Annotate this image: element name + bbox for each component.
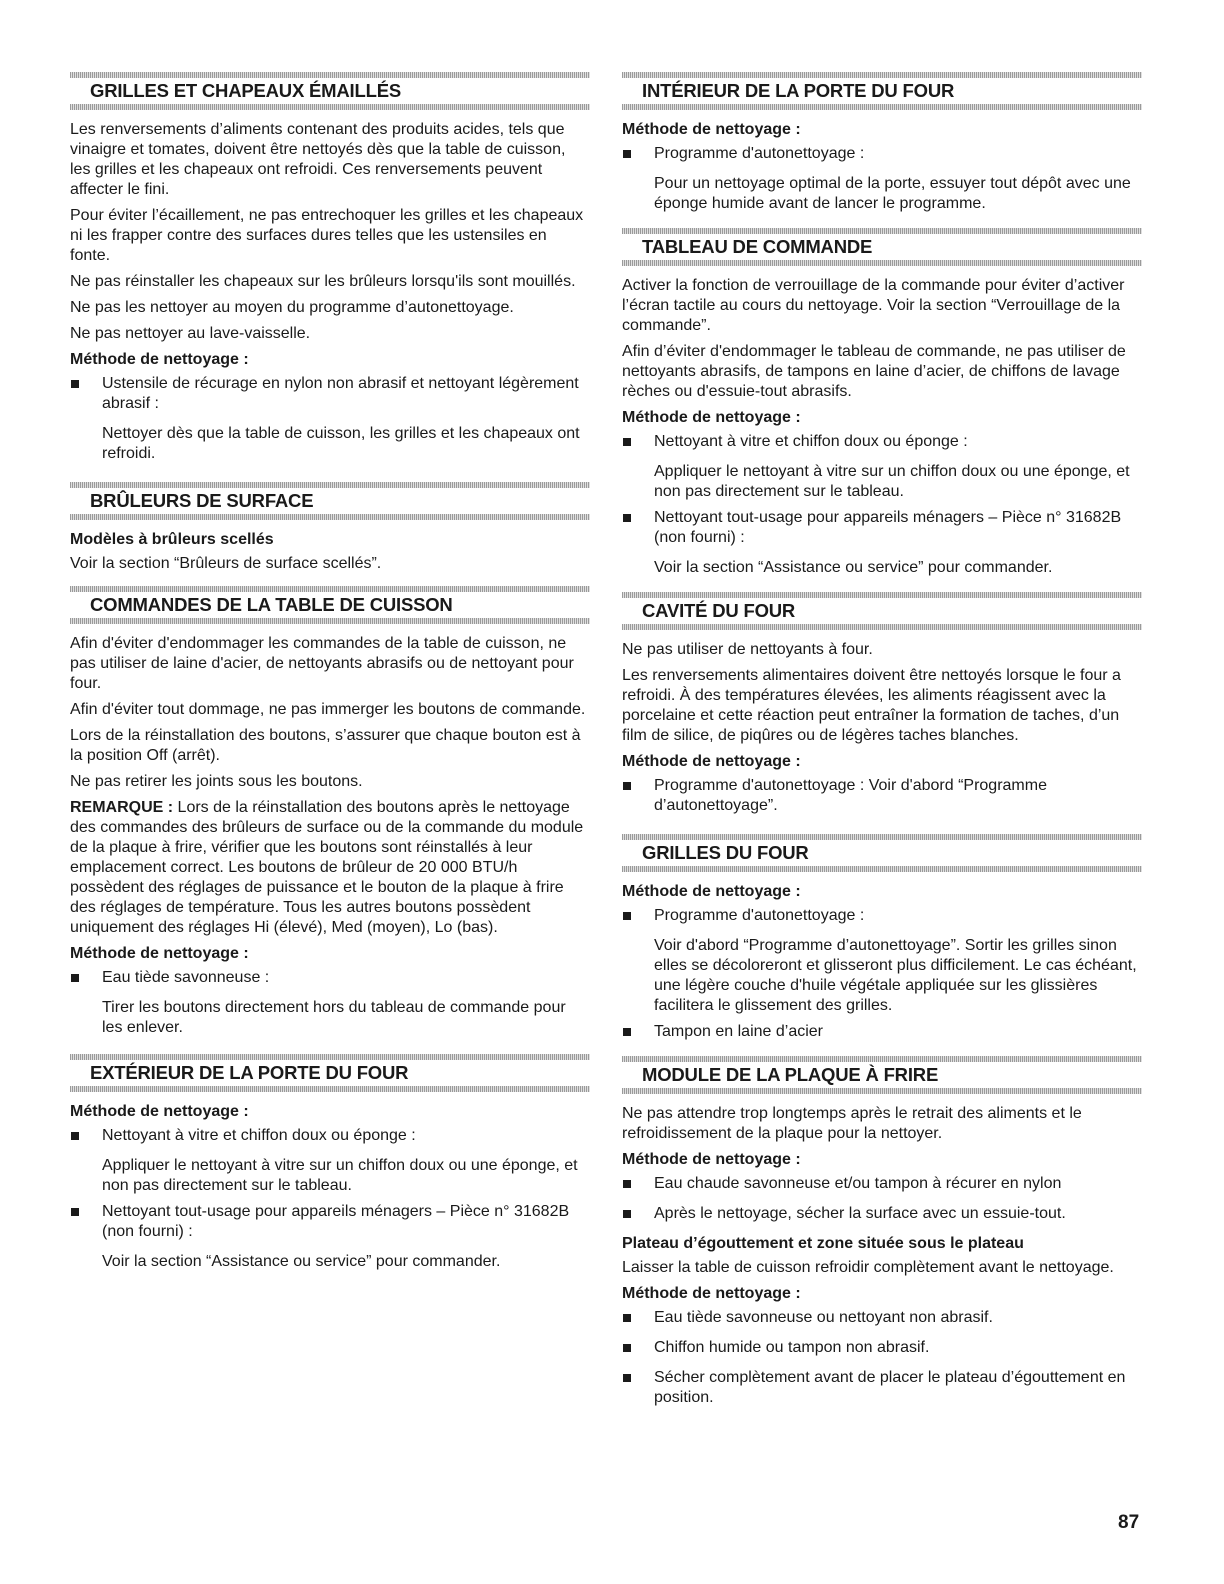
list-item: Programme d'autonettoyage : (622, 144, 1142, 164)
method-heading: Méthode de nettoyage : (70, 1103, 249, 1120)
section-header (622, 228, 1142, 266)
paragraph: Voir la section “Brûleurs de surface scellés”. (70, 555, 382, 572)
bullet-square-icon (623, 1180, 631, 1188)
section-title: GRILLES DU FOUR (642, 842, 809, 863)
method-heading: Méthode de nettoyage : (622, 1151, 801, 1168)
method-heading: Méthode de nettoyage : (70, 351, 249, 368)
section-grilles-four (622, 834, 1142, 1042)
paragraph: Lors de la réinstallation des boutons, s’assurer que chaque bouton est à la position Off (arrêt). (70, 727, 581, 764)
page-number: 87 (1118, 1512, 1140, 1533)
right-column (622, 72, 1142, 1420)
section-header (622, 592, 1142, 630)
list-item: Eau tiède savonneuse : (70, 968, 590, 988)
paragraph: Afin d'éviter tout dommage, ne pas immerger les boutons de commande. (70, 701, 586, 718)
list-item: Eau chaude savonneuse et/ou tampon à récurer en nylon (622, 1174, 1142, 1194)
method-heading: Méthode de nettoyage : (70, 945, 249, 962)
paragraph: Ne pas retirer les joints sous les boutons. (70, 773, 363, 790)
paragraph: Ne pas attendre trop longtemps après le retrait des aliments et le refroidissement de la plaque pour la nettoyer. (622, 1105, 1082, 1142)
sub-heading: Modèles à brûleurs scellés (70, 531, 274, 548)
bullet-square-icon (71, 380, 79, 388)
list-item: Nettoyant tout-usage pour appareils ménagers – Pièce n° 31682B (non fourni) : (622, 508, 1142, 548)
section-title: EXTÉRIEUR DE LA PORTE DU FOUR (90, 1062, 409, 1083)
paragraph: Pour éviter l’écaillement, ne pas entrechoquer les grilles et les chapeaux ni les frapper contre des surfaces dures telles que les ustensiles en fonte. (70, 207, 584, 264)
paragraph: Afin d’éviter d'endommager le tableau de commande, ne pas utiliser de nettoyants abrasifs, de tampons en laine d’acier, de chiffons de lavage rèches ou d'essuie-tout abrasifs. (622, 343, 1126, 400)
section-grilles-chapeaux (70, 72, 590, 464)
paragraph: Les renversements d’aliments contenant des produits acides, tels que vinaigre et tomates, doivent être nettoyés dès que la table de cuisson, les grilles et les chapeaux ont refroidi. Ces renversements peuvent affecter le fini. (70, 121, 566, 198)
paragraph: Ne pas nettoyer au lave-vaisselle. (70, 325, 311, 342)
method-heading: Méthode de nettoyage : (622, 883, 801, 900)
list-item: Chiffon humide ou tampon non abrasif. (622, 1338, 1142, 1358)
method-heading: Méthode de nettoyage : (622, 409, 801, 426)
list-item-detail: Appliquer le nettoyant à vitre sur un chiffon doux ou une éponge, et non pas directement sur le tableau. (654, 463, 1130, 500)
section-interieur-porte (622, 72, 1142, 214)
list-item: Programme d'autonettoyage : (622, 906, 1142, 926)
section-header (70, 1054, 590, 1092)
section-title: COMMANDES DE LA TABLE DE CUISSON (90, 594, 453, 615)
section-commandes (70, 586, 590, 1038)
list-item: Après le nettoyage, sécher la surface avec un essuie-tout. (622, 1204, 1142, 1224)
left-column (70, 72, 590, 1284)
list-item: Nettoyant tout-usage pour appareils ménagers – Pièce n° 31682B (non fourni) : (70, 1202, 590, 1242)
section-title: TABLEAU DE COMMANDE (642, 236, 873, 257)
list-item-detail: Voir la section “Assistance ou service” pour commander. (654, 559, 1053, 576)
list-item: Nettoyant à vitre et chiffon doux ou éponge : (70, 1126, 590, 1146)
bullet-square-icon (623, 912, 631, 920)
paragraph: Les renversements alimentaires doivent être nettoyés lorsque le four a refroidi. À des températures élevées, les aliments réagissent avec la porcelaine et cette réaction peut entraîner la formation de taches, d’un film de silice, de piqûres ou de légères taches blanches. (622, 667, 1121, 744)
paragraph: Laisser la table de cuisson refroidir complètement avant le nettoyage. (622, 1259, 1114, 1276)
section-title: INTÉRIEUR DE LA PORTE DU FOUR (642, 80, 955, 101)
note-paragraph: REMARQUE : Lors de la réinstallation des boutons après le nettoyage des commandes des brûleurs de surface ou de la commande du module de la plaque à frire, vérifier que les boutons sont réinstallés à leur emplacement correct. Les boutons de brûleur de 20 000 BTU/h possèdent des réglages de puissance et le bouton de la plaque à frire des réglages de température. Tous les autres boutons possèdent uniquement des réglages Hi (élevé), Med (moyen), Lo (bas). (70, 799, 584, 936)
bullet-square-icon (623, 1374, 631, 1382)
list-item: Tampon en laine d’acier (622, 1022, 1142, 1042)
bullet-square-icon (623, 782, 631, 790)
bullet-square-icon (71, 1132, 79, 1140)
section-title: MODULE DE LA PLAQUE À FRIRE (642, 1064, 939, 1085)
paragraph: Afin d'éviter d'endommager les commandes de la table de cuisson, ne pas utiliser de laine d'acier, de nettoyants abrasifs ou de nettoyant pour four. (70, 635, 574, 692)
section-exterieur-porte (70, 1054, 590, 1272)
section-title: GRILLES ET CHAPEAUX ÉMAILLÉS (90, 80, 401, 101)
bullet-square-icon (623, 514, 631, 522)
bullet-square-icon (71, 974, 79, 982)
list-item-detail: Pour un nettoyage optimal de la porte, essuyer tout dépôt avec une éponge humide avant de lancer le programme. (654, 175, 1131, 212)
bullet-square-icon (71, 1208, 79, 1216)
section-title: BRÛLEURS DE SURFACE (90, 490, 314, 511)
list-item: Sécher complètement avant de placer le plateau d’égouttement en position. (622, 1368, 1142, 1408)
method-heading: Méthode de nettoyage : (622, 121, 801, 138)
section-cavite-four (622, 592, 1142, 816)
list-item-detail: Appliquer le nettoyant à vitre sur un chiffon doux ou une éponge, et non pas directement sur le tableau. (102, 1157, 578, 1194)
list-item-detail: Tirer les boutons directement hors du tableau de commande pour les enlever. (102, 999, 566, 1036)
list-item: Eau tiède savonneuse ou nettoyant non abrasif. (622, 1308, 1142, 1328)
section-tableau-commande (622, 228, 1142, 578)
list-item: Ustensile de récurage en nylon non abrasif et nettoyant légèrement abrasif : (70, 374, 590, 414)
section-title: CAVITÉ DU FOUR (642, 600, 796, 621)
bullet-square-icon (623, 438, 631, 446)
bullet-square-icon (623, 1210, 631, 1218)
list-item-detail: Voir la section “Assistance ou service” pour commander. (102, 1253, 501, 1270)
paragraph: Ne pas réinstaller les chapeaux sur les brûleurs lorsqu'ils sont mouillés. (70, 273, 576, 290)
bullet-square-icon (623, 1344, 631, 1352)
sub-heading: Plateau d’égouttement et zone située sous le plateau (622, 1235, 1024, 1252)
method-heading: Méthode de nettoyage : (622, 1285, 801, 1302)
method-heading: Méthode de nettoyage : (622, 753, 801, 770)
paragraph: Ne pas les nettoyer au moyen du programme d’autonettoyage. (70, 299, 514, 316)
section-plaque-frire (622, 1056, 1142, 1408)
list-item: Programme d'autonettoyage : Voir d'abord “Programme d’autonettoyage”. (622, 776, 1142, 816)
section-header (70, 72, 590, 110)
list-item-detail: Voir d'abord “Programme d’autonettoyage”. Sortir les grilles sinon elles se décoloreront et glisseront plus difficilement. Le cas échéant, une légère couche d'huile végétale appliquée sur les glissières facilitera le glissement des grilles. (654, 937, 1137, 1014)
section-header (622, 834, 1142, 872)
paragraph: Activer la fonction de verrouillage de la commande pour éviter d’activer l’écran tactile au cours du nettoyage. Voir la section “Verrouillage de la commande”. (622, 277, 1125, 334)
list-item: Nettoyant à vitre et chiffon doux ou éponge : (622, 432, 1142, 452)
section-bruleurs (70, 482, 590, 574)
section-header (622, 72, 1142, 110)
section-header (622, 1056, 1142, 1094)
section-header (70, 586, 590, 624)
note-label: REMARQUE : (70, 799, 174, 816)
bullet-square-icon (623, 1314, 631, 1322)
bullet-square-icon (623, 1028, 631, 1036)
list-item-detail: Nettoyer dès que la table de cuisson, les grilles et les chapeaux ont refroidi. (102, 425, 580, 462)
section-header (70, 482, 590, 520)
bullet-square-icon (623, 150, 631, 158)
paragraph: Ne pas utiliser de nettoyants à four. (622, 641, 873, 658)
